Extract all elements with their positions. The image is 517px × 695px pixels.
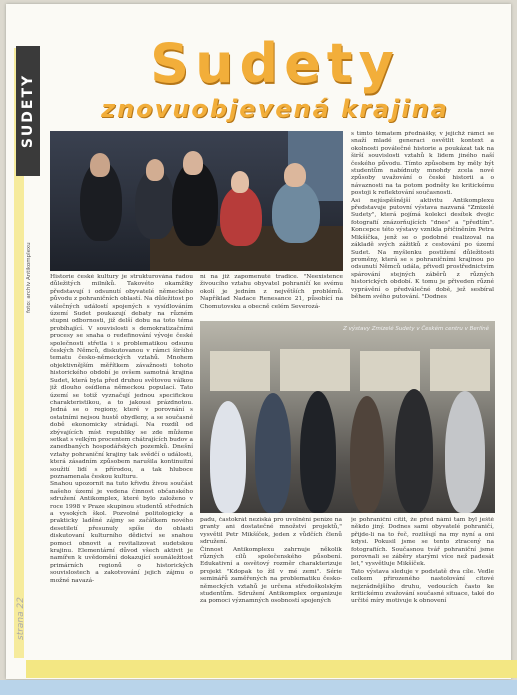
person-figure <box>220 186 262 246</box>
article-title: Sudety <box>150 32 400 95</box>
article-column: s tímto tématem přednášky, v jejichž rámci se snaží mladé generaci osvětlit kontext a okolnosti poválečné historie a poukázat tak na širší souvislosti vztahů k lidem jiného naší českého původu. Tímto způsobem by měly být studentům nabídnuty mnohdy zcela nové způsoby uvažování o české historii a o návaznosti na ta potom podněty ke kritickému postoji k reflektování současnosti. Asi nejúspěšnější aktivitu Antikomplexu představuje putovní výstava nazvaná "Zmizelé Sudety", která pojímá kolekci desítek dvojic fotografií znázorňujících "dnes" a "předtím". Koncepce této výstavy vznikla přičiněním Petra Mikšíčka, jenž se o podobné realizoval na základě svých zážitků z cestování po území Sudet. Na myšlenku postižení důležitosti proměny, která se s pohraničními krajinou po odsunutí Němců udála, přivedl prostřednictvím spárování stejných záběrů z různých historických období. K tomu je přiveden různé vyprávění o předválečné době, jež sesbíral během svého putování. "Dodnes <box>351 131 494 300</box>
person-face <box>146 159 164 181</box>
section-tab <box>16 46 40 176</box>
exhibition-panel <box>280 349 350 391</box>
section-tab-label: SUDETY <box>20 73 37 149</box>
person-face <box>90 153 110 177</box>
photo-credit <box>19 210 33 320</box>
person-face <box>231 171 249 193</box>
visitor-figure <box>395 389 433 513</box>
scan-edge <box>0 680 517 695</box>
article-column: ní na již zapomenuté tradice. "Neexistence živoucího vztahu obyvatel pohraničí ke svému okolí je jedním z největších problémů. Například Nadace Renesance 21, působící na Chomutovsku a obecně celém Severozá- <box>200 274 343 310</box>
exhibition-photo <box>200 321 495 513</box>
visitor-figure <box>210 401 246 513</box>
article-subtitle: znovuobjevená krajina <box>101 95 449 123</box>
photo-caption: Z výstavy Zmizelé Sudety v Českém centru v Berlíně <box>343 326 489 332</box>
person-face <box>284 163 306 187</box>
visitor-figure <box>350 396 384 513</box>
person-face <box>183 151 203 175</box>
exhibition-panel <box>430 349 490 391</box>
person-figure <box>272 181 320 243</box>
group-photo <box>50 131 343 271</box>
visitor-figure <box>445 391 485 513</box>
bottom-color-band <box>26 660 517 678</box>
photo-credit-text: foto: archiv Antikomplexu <box>26 242 32 313</box>
exhibition-panel <box>360 351 420 391</box>
visitor-figure <box>255 393 291 513</box>
article-column: je pohraniční cítit, že před námi tam byl ještě někdo jiný. Dodnes sami obyvatelé pohraničí, přijde-li na to řeč, rozlišují na my nyní a oni kdysi. Pokusil jsme se tento ztracený na fotografiích. Současnou tvář pohraniční jsme porovnali se záběry starými více než padesát let," vysvětluje Mikšíček. Tato výstava sleduje v podstatě dva cíle. Vedle celkem přirozeného nastolování citové nejzrádnějšího druhu, vedoucích často ke kritickému zvažování současné situace, také do určité míry motivuje k obnovení <box>351 517 494 605</box>
article-column: padu, častokrát neziská pro uvolnění peníze na granty ani dostatečné množství projektů," vysvětil Petr Mikšíček, jeden z vůdčích členů sdružení. Činnost Antikomplexu zahrnuje několik různých cílů společenského působení. Edukativní a osvětový rozměr charakterizuje projekt "Kdopak to žil v mé zemi". Série seminářů zaměřených na problematiku česko-německých vztahů je určena středoškolským studentům. Sdružení Antikomplex organizuje za pomoci významných osobností spojených <box>200 517 342 605</box>
exhibition-panel <box>210 351 270 391</box>
page-number-text: strana 22 <box>16 597 26 640</box>
page-number <box>14 570 28 640</box>
article-column: Historie české kultury je strukturována řadou důležitých milníků. Takovéto okamžiky představují i odsunutí obyvatelé německého původu z pohraničních oblastí. Na důležitost po válečných událostí spojených s vysídlováním území Sudet poukazují debaty na různém stupni odbornosti, již delší dobu na toto téma probíhající. V souvislosti s demokratizačními procesy se snaha o redefinování vývoje české společnosti střetla i s problematikou odsunu českých Němců, diskutovanou v rámci širšího tematu česko-německých vztahů. Mnohem objektivnějším měřítkem závažnosti tohoto historického období je ovšem samotná krajina Sudet, která byla před druhou světovou válkou již dlouho osídlena německou populací. Tato území se totiž vyznačují jednou specifickou charakteristikou, a to jakousi prázdnotou. Jedná se o regiony, které v porovnání s ostatními nejsou hustě obydleny, a se současné době ekonomicky strádají. Na rozdíl od zbývajících míst republiky se zde můžeme setkat s velkým procentem chátrajících budov a zanedbaných hospodářských pozemků. Dnešní vztahy pohraniční krajiny tak svědčí o události, která zásadním způsobem narušila kontinuitní soužití lidí s přírodou, a tak hluboce poznamenala českou kulturu. Snahou upozornit na tuto křivdu živou součást našeho území je vedena činnost občanského sdružení Antikomplex, které bylo založeno v roce 1998 v Praze skupinou studentů středních a vysokých škol. Pozvolné politologicky a prakticky laděné zájmy se začátkem nového desetiletí přesunuly spíše do oblasti diskutovaní kulturního dědictví se snahou pomoci obnovit a revitalizovat sudetskou krajinu. Elementární důvod všech aktivit je namířen k uvědomění dokazující sounáležitost primárních regionů o historických souvislostech a zakotvování jejich zájmu o možné navazá- <box>50 274 193 584</box>
visitor-figure <box>300 391 336 513</box>
